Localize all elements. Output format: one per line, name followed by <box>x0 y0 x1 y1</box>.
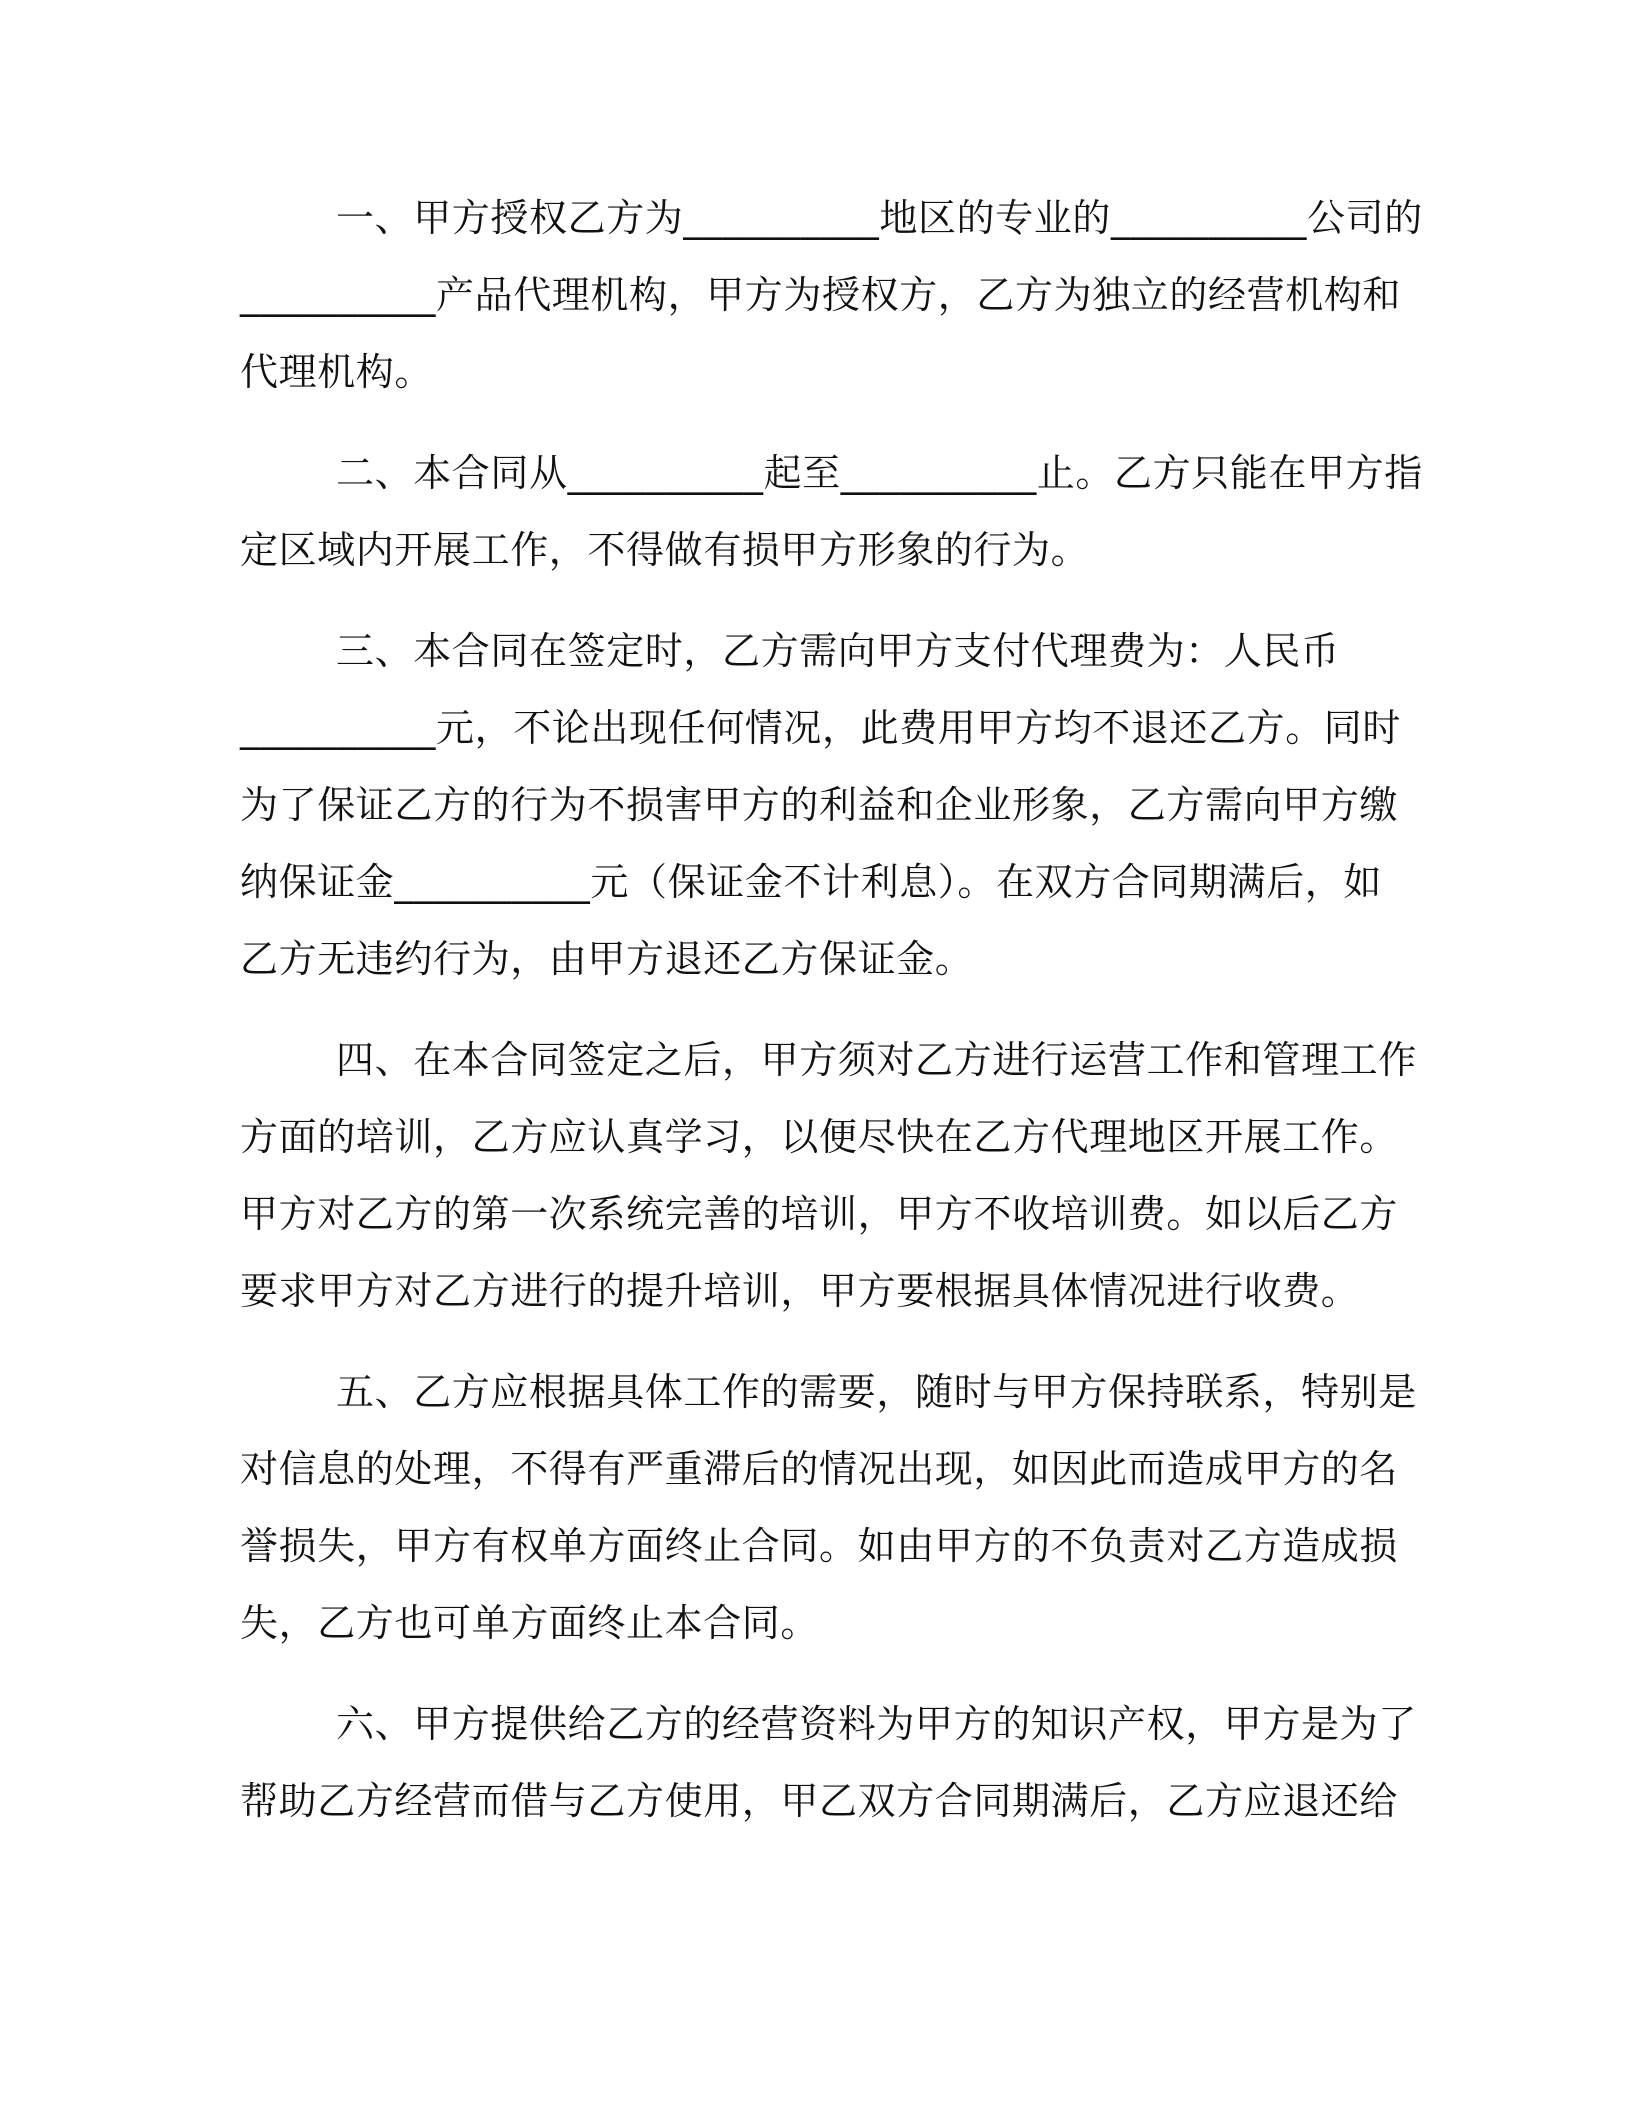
clause-line: 一、甲方授权乙方为__________地区的专业的__________公司的 <box>336 196 1423 240</box>
clause-line: 方面的培训，乙方应认真学习，以便尽快在乙方代理地区开展工作。 <box>240 1115 1399 1159</box>
clause-line: 乙方无违约行为，由甲方退还乙方保证金。 <box>240 937 974 981</box>
clause-5 <box>240 1354 1417 1662</box>
clause-line: 定区域内开展工作，不得做有损甲方形象的行为。 <box>240 528 1090 572</box>
clause-3 <box>240 613 1402 998</box>
clause-line: 帮助乙方经营而借与乙方使用，甲乙双方合同期满后，乙方应退还给 <box>240 1779 1399 1823</box>
clause-line: 六、甲方提供给乙方的经营资料为甲方的知识产权，甲方是为了 <box>336 1702 1417 1746</box>
clause-4 <box>240 1022 1417 1330</box>
clause-line: 五、乙方应根据具体工作的需要，随时与甲方保持联系，特别是 <box>336 1370 1417 1414</box>
contract-body <box>240 180 1423 1864</box>
clause-line: 对信息的处理，不得有严重滞后的情况出现，如因此而造成甲方的名 <box>240 1447 1399 1491</box>
clause-line: 三、本合同在签定时，乙方需向甲方支付代理费为：人民币 <box>336 629 1340 673</box>
clause-line: 为了保证乙方的行为不损害甲方的利益和企业形象，乙方需向甲方缴 <box>240 783 1399 827</box>
clause-line: 纳保证金__________元（保证金不计利息）。在双方合同期满后，如 <box>240 860 1383 904</box>
clause-line: __________元，不论出现任何情况，此费用甲方均不退还乙方。同时 <box>240 706 1402 750</box>
clause-line: __________产品代理机构，甲方为授权方，乙方为独立的经营机构和 <box>240 273 1402 317</box>
clause-line: 失，乙方也可单方面终止本合同。 <box>240 1601 820 1645</box>
clause-line: 二、本合同从__________起至__________止。乙方只能在甲方指 <box>336 451 1423 495</box>
clause-6 <box>240 1686 1417 1840</box>
clause-line: 要求甲方对乙方进行的提升培训，甲方要根据具体情况进行收费。 <box>240 1269 1360 1313</box>
clause-line: 四、在本合同签定之后，甲方须对乙方进行运营工作和管理工作 <box>336 1038 1417 1082</box>
clause-line: 誉损失，甲方有权单方面终止合同。如由甲方的不负责对乙方造成损 <box>240 1524 1399 1568</box>
clause-line: 代理机构。 <box>240 350 434 394</box>
clause-1 <box>240 180 1423 411</box>
clause-2 <box>240 435 1423 589</box>
clause-line: 甲方对乙方的第一次系统完善的培训，甲方不收培训费。如以后乙方 <box>240 1192 1399 1236</box>
